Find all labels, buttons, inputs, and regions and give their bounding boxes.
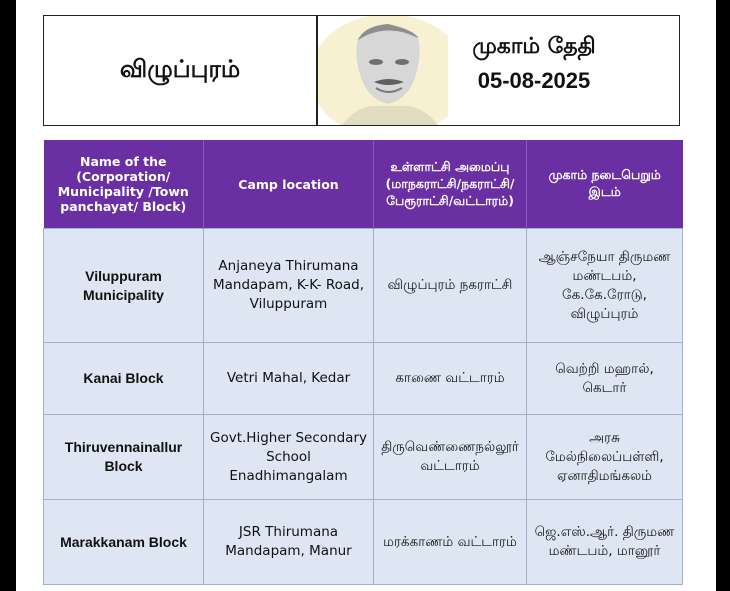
- camp-schedule-table: [43, 140, 683, 585]
- cell-location: Anjaneya Thirumana Mandapam, K-K- Road, Viluppuram: [204, 229, 374, 343]
- cell-name: Thiruvennainallur Block: [44, 415, 204, 500]
- camp-date-label: முகாம் தேதி: [472, 34, 596, 59]
- table-row: [44, 229, 683, 343]
- cell-local-body: மரக்காணம் வட்டாரம்: [374, 500, 527, 585]
- header-name-of-local-body: Name of the (Corporation/ Municipality /Town panchayat/ Block): [44, 140, 204, 229]
- header-local-body-tamil: உள்ளாட்சி அமைப்பு (மாநகராட்சி/நகராட்சி/ பேரூராட்சி/வட்டாரம்): [374, 140, 527, 229]
- cell-venue: ஜெ.எஸ்.ஆர். திருமண மண்டபம், மானூர்: [527, 500, 683, 585]
- camp-date-block: [404, 34, 664, 94]
- table-row: [44, 343, 683, 415]
- left-frame-border: [0, 0, 16, 591]
- cell-name: Marakkanam Block: [44, 500, 204, 585]
- cell-local-body: விழுப்புரம் நகராட்சி: [374, 229, 527, 343]
- cell-venue: ஆஞ்சநேயா திருமண மண்டபம், கே.கே.ரோடு, விழுப்புரம்: [527, 229, 683, 343]
- header-camp-location: Camp location: [204, 140, 374, 229]
- table-row: [44, 500, 683, 585]
- cell-location: Govt.Higher Secondary School Enadhimangalam: [204, 415, 374, 500]
- cell-location: JSR Thirumana Mandapam, Manur: [204, 500, 374, 585]
- cell-name: Viluppuram Municipality: [44, 229, 204, 343]
- camp-date-value: 05-08-2025: [477, 68, 591, 93]
- table-header-row: [44, 140, 683, 229]
- table-row: [44, 415, 683, 500]
- right-frame-border: [716, 0, 730, 591]
- district-name: விழுப்புரம்: [119, 55, 241, 83]
- cell-name: Kanai Block: [44, 343, 204, 415]
- cell-venue: வெற்றி மஹால், கெடார்: [527, 343, 683, 415]
- cell-local-body: திருவெண்ணைநல்லூர் வட்டாரம்: [374, 415, 527, 500]
- cell-location: Vetri Mahal, Kedar: [204, 343, 374, 415]
- camp-header: [43, 15, 680, 126]
- cell-local-body: காணை வட்டாரம்: [374, 343, 527, 415]
- header-venue-tamil: முகாம் நடைபெறும் இடம்: [527, 140, 683, 229]
- cell-venue: அரசு மேல்நிலைப்பள்ளி, ஏனாதிமங்கலம்: [527, 415, 683, 500]
